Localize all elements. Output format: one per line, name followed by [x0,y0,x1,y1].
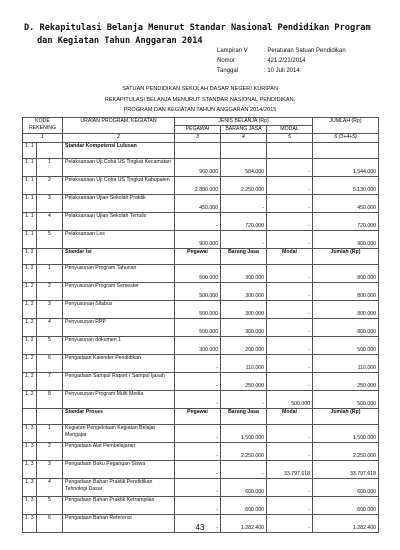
code-cell: 1. 1 [23,213,37,231]
code-cell: 1. 2 [23,337,37,355]
jumlah-cell: 500.000 [313,391,379,409]
jumlah-cell: 1.544.000 [313,159,379,177]
subcode-cell: 8 [37,391,63,409]
subcode-cell: 7 [37,373,63,391]
subcode-cell [37,249,63,265]
code-cell: 1. 3 [23,497,37,515]
subcode-cell [37,409,63,425]
jumlah-cell: 600.000 [313,479,379,497]
modal-cell: - [267,373,313,391]
modal-cell: 500.000 [267,391,313,409]
modal-cell: - [267,355,313,373]
barang-cell: - [221,195,267,213]
jumlah-cell: 1.500.000 [313,425,379,443]
modal-cell [267,143,313,159]
header-barang: BARANG JASA [221,126,267,134]
table-row [23,391,379,409]
jumlah-cell: 800.000 [313,301,379,319]
subcode-cell: 4 [37,479,63,497]
modal-cell: Modal [267,409,313,425]
pegawai-cell: - [175,443,221,461]
pegawai-cell: 500.000 [175,283,221,301]
pegawai-cell: - [175,213,221,231]
jumlah-cell: 450.000 [313,195,379,213]
subcode-cell: 3 [37,301,63,319]
subcode-cell: 1 [37,265,63,283]
barang-cell: 200.000 [221,337,267,355]
barang-cell: - [221,391,267,409]
modal-cell: - [267,283,313,301]
report-heading [22,84,378,116]
modal-cell: - [267,195,313,213]
jumlah-cell: 900.000 [313,231,379,249]
code-cell: 1. 3 [23,461,37,479]
pegawai-cell: 500.000 [175,319,221,337]
description-cell: Pelaksanaan Ujian Sekolah Tertulis [63,213,175,231]
pegawai-cell: - [175,497,221,515]
description-cell: Pengadaan Buku Pegangan Siswa [63,461,175,479]
pegawai-cell: - [175,515,221,533]
description-cell: Pengadaan Bahan Praktik Pendidikan Tehnologi Dasar [63,479,175,497]
subcode-cell: 6 [37,355,63,373]
pegawai-cell: 960.000 [175,159,221,177]
jumlah-cell: 5.130.000 [313,177,379,195]
table-row [23,195,379,213]
pegawai-cell: 450.000 [175,195,221,213]
header-modal: MODAL [267,126,313,134]
modal-cell: - [267,515,313,533]
modal-cell: - [267,177,313,195]
subcode-cell: 4 [37,319,63,337]
code-cell: 1. 2 [23,265,37,283]
table-row [23,265,379,283]
barang-cell: - [221,231,267,249]
subcode-cell: 3 [37,195,63,213]
barang-cell: - [221,461,267,479]
pegawai-cell: 900.000 [175,231,221,249]
document-title [24,22,384,47]
header-jumlah: JUMLAH (Rp) [313,118,379,134]
description-cell: Penyusunan Program Semester [63,283,175,301]
pegawai-cell: - [175,391,221,409]
description-cell: Penyusunan dokumen 1 [63,337,175,355]
pegawai-cell: 2.880.000 [175,177,221,195]
subcode-cell: 2 [37,283,63,301]
code-cell: 1. 2 [23,283,37,301]
modal-cell: Modal [267,249,313,265]
table-row [23,479,379,497]
modal-cell: - [267,231,313,249]
barang-cell: 584.000 [221,159,267,177]
section-row [23,409,379,425]
barang-cell: 300.000 [221,319,267,337]
description-cell: Kegiatan Pengelolaan Kegiatan Belajar Mengajar [63,425,175,443]
table-body [23,143,379,533]
table-row [23,301,379,319]
heading-line-1: SATUAN PENDIDIKAN SEKOLAH DASAR NEGERI KURIPAN [122,86,278,92]
pegawai-cell: - [175,479,221,497]
code-cell: 1. 3 [23,479,37,497]
heading-line-2: REKAPITULASI BELANJA MENURUT STANDAR NASIONAL PENDIDIKAN, [104,96,296,103]
jumlah-cell: 800.000 [313,283,379,301]
subcode-cell [37,143,63,159]
heading-line-3: PROGRAM DAN KEGIATAN TAHUN ANGGARAN 2014/2015 [123,107,277,113]
pegawai-cell: 300.000 [175,337,221,355]
jumlah-cell: 33.797.618 [313,461,379,479]
subcode-cell: 5 [37,231,63,249]
modal-cell: - [267,319,313,337]
jumlah-cell: 1.282.400 [313,515,379,533]
code-cell: 1. 1 [23,143,37,159]
barang-cell: 300.000 [221,283,267,301]
jumlah-cell: 500.000 [313,337,379,355]
description-cell: Penyusunan RPP [63,319,175,337]
code-cell: 1. 2 [23,391,37,409]
table-row [23,461,379,479]
modal-cell: - [267,497,313,515]
code-cell [23,409,37,425]
jumlah-cell: 800.000 [313,265,379,283]
subcode-cell: 6 [37,515,63,533]
modal-cell: - [267,443,313,461]
barang-cell: Barang Jasa [221,249,267,265]
table-row [23,177,379,195]
modal-cell: - [267,301,313,319]
modal-cell: - [267,337,313,355]
description-cell: Standar Kompetensi Lulusan [63,143,175,159]
subcode-cell: 4 [37,213,63,231]
header-uraian: URAIAN PROGRAM, KEGIATAN [63,118,175,134]
meta-row-nomor: Nomor : 421.2/21/2014 [217,58,306,64]
description-cell: Pengadaan Kalender Pendidikan [63,355,175,373]
pegawai-cell: - [175,373,221,391]
jumlah-cell: 800.000 [313,319,379,337]
barang-cell: 300.000 [221,265,267,283]
jumlah-cell: 720.000 [313,213,379,231]
subcode-cell: 2 [37,177,63,195]
modal-cell: - [267,265,313,283]
table-row [23,159,379,177]
description-cell: Pengadaan Bahan Referensi [63,515,175,533]
subcode-cell: 2 [37,443,63,461]
barang-cell: 2.250.000 [221,177,267,195]
description-cell: Pelaksanaan Uji Coba US Tingkat Kabupaten [63,177,175,195]
title-line-1: D. Rekapitulasi Belanja Menurut Standar Nasional Pendidikan Program [24,23,371,33]
description-cell: Pengadaan Sampul Raport / Sampul Ijasah [63,373,175,391]
barang-cell: 250.000 [221,373,267,391]
column-number-row: 1 2 3 4 5 6 (3+4+5) [23,134,379,143]
barang-cell: 1.282.400 [221,515,267,533]
code-cell: 1. 1 [23,231,37,249]
table-row [23,283,379,301]
modal-cell: 33.797.618 [267,461,313,479]
barang-cell: 2.250.000 [221,443,267,461]
jumlah-cell: 2.250.000 [313,443,379,461]
modal-cell: - [267,213,313,231]
table-row [23,337,379,355]
code-cell: 1. 3 [23,515,37,533]
description-cell: Standar Isi [63,249,175,265]
description-cell: Pengadaan Bahan Praktik Ketrampilan [63,497,175,515]
table-row [23,373,379,391]
meta-row-tanggal: Tanggal : 10 Juli 2014 [217,68,300,74]
barang-cell: 600.000 [221,479,267,497]
table-row [23,319,379,337]
subcode-cell: 3 [37,461,63,479]
header-pegawai: PEGAWAI [175,126,221,134]
title-line-2: dan Kegiatan Tahun Anggaran 2014 [37,35,203,46]
code-cell: 1. 1 [23,159,37,177]
table-row [23,231,379,249]
modal-cell: - [267,425,313,443]
code-cell: 1. 3 [23,425,37,443]
barang-cell: 600.000 [221,497,267,515]
code-cell: 1. 2 [23,373,37,391]
description-cell: Penyusunan Silabus [63,301,175,319]
description-cell: Penyusunan Program Multi Media [63,391,175,409]
barang-cell: Barang Jasa [221,409,267,425]
budget-table [22,117,379,533]
table-header-row [23,118,379,126]
subcode-cell: 1 [37,425,63,443]
meta-row-lampiran: Lampiran V : Peraturan Satuan Pendidikan [217,48,346,54]
pegawai-cell: - [175,461,221,479]
jumlah-cell [313,143,379,159]
section-row [23,249,379,265]
header-kode: KODE REKENING [23,118,63,134]
table-row [23,497,379,515]
header-jenis: JENIS BELANJA (Rp) [175,118,313,126]
description-cell: Pelaksanaan Les [63,231,175,249]
modal-cell: - [267,479,313,497]
description-cell: Standar Proses [63,409,175,425]
pegawai-cell [175,143,221,159]
description-cell: Pengadaan Alat Pembelajaran [63,443,175,461]
code-cell: 1. 3 [23,443,37,461]
code-cell: 1. 2 [23,355,37,373]
page-number: 43 [195,523,205,532]
jumlah-cell: 600.000 [313,497,379,515]
pegawai-cell: Pegawai [175,249,221,265]
attachment-meta [217,46,346,76]
barang-cell: 720.000 [221,213,267,231]
jumlah-cell: Jumlah (Rp) [313,249,379,265]
jumlah-cell: 110.000 [313,355,379,373]
jumlah-cell: 250.000 [313,373,379,391]
subcode-cell: 5 [37,497,63,515]
pegawai-cell: - [175,425,221,443]
code-cell: 1. 2 [23,249,37,265]
pegawai-cell: - [175,355,221,373]
pegawai-cell: 500.000 [175,265,221,283]
code-cell: 1. 2 [23,301,37,319]
table-row [23,425,379,443]
table-row [23,213,379,231]
barang-cell: 300.000 [221,301,267,319]
subcode-cell: 5 [37,337,63,355]
modal-cell: - [267,159,313,177]
subcode-cell: 1 [37,159,63,177]
description-cell: Pelaksanaan Ujian Sekolah Praktik [63,195,175,213]
description-cell: Pelaksanaan Uji Coba US Tingkat Kecamatan [63,159,175,177]
description-cell: Penyusunan Program Tahunan [63,265,175,283]
barang-cell: 1.500.000 [221,425,267,443]
jumlah-cell: Jumlah (Rp) [313,409,379,425]
code-cell: 1. 1 [23,195,37,213]
section-row [23,143,379,159]
code-cell: 1. 1 [23,177,37,195]
table-row [23,355,379,373]
pegawai-cell: Pegawai [175,409,221,425]
code-cell: 1. 2 [23,319,37,337]
barang-cell [221,143,267,159]
table-row [23,443,379,461]
barang-cell: 110.000 [221,355,267,373]
pegawai-cell: 500.000 [175,301,221,319]
